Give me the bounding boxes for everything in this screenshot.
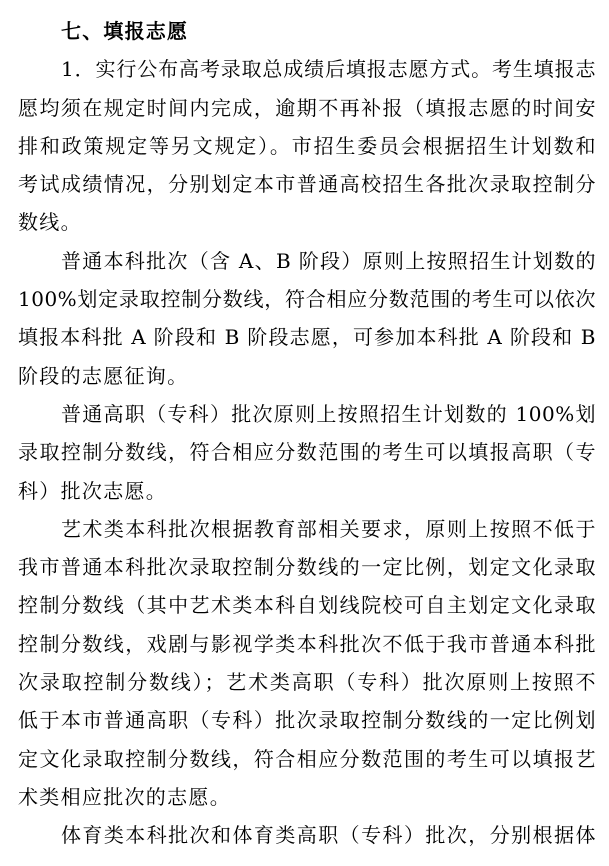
section-heading: 七、填报志愿 [61,19,189,43]
paragraph-2 [18,242,596,395]
paragraph-line: 数线。 [18,210,82,235]
paragraph-line: 我市普通本科批次录取控制分数线的一定比例，划定文化录取 [18,555,596,580]
paragraph-line: 录取控制分数线，符合相应分数范围的考生可以填报高职（专 [18,440,596,465]
paragraph-line: 艺术类本科批次根据教育部相关要求，原则上按照不低于 [61,516,596,541]
paragraph-line: 排和政策规定等另文规定）。市招生委员会根据招生计划数和 [18,133,596,158]
paragraph-line: 填报本科批 A 阶段和 B 阶段志愿，可参加本科批 A 阶段和 B [18,325,596,350]
paragraph-line: 低于本市普通高职（专科）批次录取控制分数线的一定比例划 [18,708,596,733]
paragraph-line: 考试成绩情况，分别划定本市普通高校招生各批次录取控制分 [18,172,596,197]
paragraph-line: 100%划定录取控制分数线，符合相应分数范围的考生可以依次 [18,287,596,312]
paragraph-line: 普通高职（专科）批次原则上按照招生计划数的 100%划 [61,401,596,426]
paragraph-line: 愿均须在规定时间内完成，逾期不再补报（填报志愿的时间安 [18,95,596,120]
paragraph-line: 次录取控制分数线）；艺术类高职（专科）批次原则上按照不 [18,670,596,695]
paragraph-line: 1．实行公布高考录取总成绩后填报志愿方式。考生填报志 [61,57,596,82]
paragraph-5 [18,816,596,854]
paragraph-line: 阶段的志愿征询。 [18,363,189,388]
paragraph-line: 体育类本科批次和体育类高职（专科）批次，分别根据体 [61,823,596,848]
paragraph-3 [18,395,596,510]
paragraph-line: 控制分数线，戏剧与影视学类本科批次不低于我市普通本科批 [18,631,596,656]
paragraph-line: 定文化录取控制分数线，符合相应分数范围的考生可以填报艺 [18,746,596,771]
paragraph-line: 普通本科批次（含 A、B 阶段）原则上按照招生计划数的 [61,248,596,273]
paragraph-line: 术类相应批次的志愿。 [18,784,231,809]
paragraph-line: 控制分数线（其中艺术类本科自划线院校可自主划定文化录取 [18,593,596,618]
paragraph-4 [18,510,596,816]
paragraph-1 [18,50,596,241]
paragraph-line: 科）批次志愿。 [18,478,168,503]
